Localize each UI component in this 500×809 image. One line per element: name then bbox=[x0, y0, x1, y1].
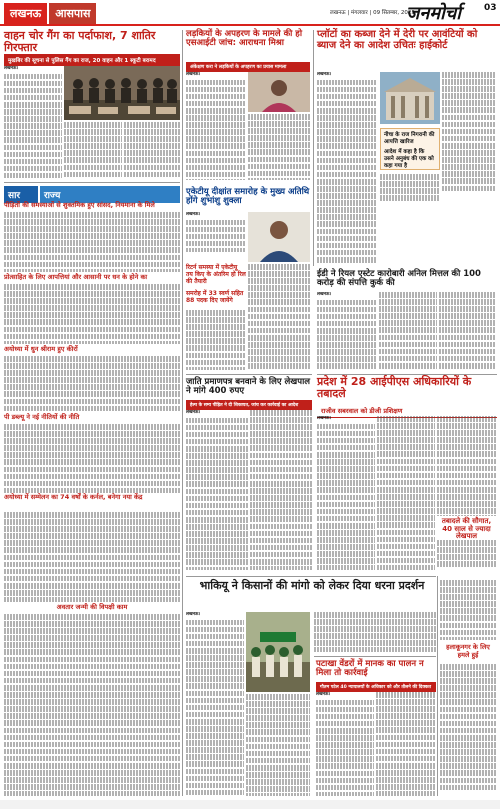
brief-1-body bbox=[4, 212, 180, 272]
highlight-item: नीचा के राज निगरानी की आपत्ति खारिज bbox=[384, 132, 435, 145]
article-3-court-photo bbox=[380, 72, 440, 124]
article-9-col-1: लखनऊ। bbox=[186, 612, 244, 796]
article-8-col-2 bbox=[377, 416, 435, 570]
article-9-col-2 bbox=[246, 694, 310, 796]
article-5-headline: एकेटीयू दीक्षांत समारोह के मुख्य अतिथि होंगे शुभांशु शुक्ला bbox=[186, 187, 310, 206]
article-5-pull-1: रिटर्न समस्या में एकेटीयू तय किए के अंतरिम हो रिल की तैयारी bbox=[186, 264, 246, 285]
article-5-col-1: लखनऊ। bbox=[186, 212, 246, 252]
brief-4-body bbox=[4, 424, 180, 494]
brief-3-headline: अयोध्या में धुन श्रीराम हुए कीरों bbox=[4, 345, 78, 353]
masthead-divider bbox=[0, 24, 500, 26]
column-rule bbox=[437, 576, 438, 796]
side-brief-2-body-top bbox=[440, 580, 496, 640]
article-7-headline: जाति प्रमाणपत्र बनवाने के लिए लेखपाल ने मांगे 400 रुपए bbox=[186, 377, 311, 396]
article-10-strap: गौतम पटेल 40 न्यायालयों के अधिकार को और तौलने की दिक्कत bbox=[316, 682, 436, 692]
article-7-col-2 bbox=[250, 410, 312, 570]
article-10-col-1: लखनऊ। bbox=[316, 692, 374, 796]
article-3-col-1: लखनऊ। bbox=[317, 72, 377, 272]
article-6-col-3 bbox=[439, 292, 496, 370]
article-1-headline: वाहन चोर गैंग का पर्दाफाश, 7 शातिर गिरफ्तार bbox=[4, 29, 156, 54]
page-number: 03 bbox=[484, 3, 497, 13]
brief-6-headline: अवतार जन्मी की विपक्षी काम bbox=[56, 603, 128, 611]
article-10-col-2 bbox=[376, 692, 436, 796]
column-rule bbox=[313, 30, 314, 266]
article-5-col-3 bbox=[248, 264, 310, 370]
article-2-col-1: लखनऊ। bbox=[186, 72, 246, 180]
issue-date: लखनऊ | मंगलवार | 09 सितम्बर, 2025 bbox=[330, 10, 415, 16]
side-brief-body bbox=[437, 540, 496, 570]
highlight-item: आदेश में कहा है कि उसने अनुबंध की एक को कहा गया है bbox=[384, 149, 434, 169]
article-6-col-2 bbox=[379, 292, 437, 370]
brief-4-headline: पी डब्ल्यू ने नई नीतियों की नीति bbox=[4, 413, 80, 421]
rajya-label: राज्य bbox=[40, 186, 180, 203]
brief-2-headline: प्रोत्साहित के लिए आपत्तियां और आसानी पर धन के होने का bbox=[4, 273, 148, 281]
article-9-col-3 bbox=[314, 612, 436, 652]
brief-3-body bbox=[4, 356, 180, 412]
brief-1-headline: पीड़ितों की समस्याओं से शुक्तमिक हुए सांसद, नियमाना के मिले bbox=[4, 201, 155, 209]
article-9-protest-photo bbox=[246, 612, 310, 692]
article-10-headline: पटाखा वेंडरों में मानक का पालन न मिला तो कार्रवाई bbox=[316, 659, 424, 678]
brief-5-body bbox=[4, 512, 180, 602]
article-2-portrait bbox=[248, 72, 310, 112]
article-1-col-1: लखनऊ। bbox=[4, 66, 62, 178]
article-3-headline: प्लॉटों का कब्जा देने में देरी पर आवंटियों को ब्याज देने का आदेश उचितः हाईकोर्ट bbox=[317, 29, 478, 51]
brief-2-body bbox=[4, 284, 180, 344]
article-6-headline: ईडी ने रियल एस्टेट कारोबारी अनिल मित्तल की 100 करोड़ की संपत्ति कुर्क की bbox=[317, 269, 481, 288]
article-5-portrait bbox=[248, 212, 310, 262]
masthead bbox=[0, 0, 500, 26]
article-8-headline: प्रदेश में 28 आईपीएस अधिकारियों के तबादले bbox=[317, 375, 472, 400]
article-9-headline: भाकियू ने किसानों की मांगो को लेकर दिया धरना प्रदर्शन bbox=[199, 579, 425, 592]
article-5-col-2 bbox=[186, 310, 246, 370]
article-2-strap: अंकेक्षण करा ने लड़कियों के अपहरण का प्रयास मामला bbox=[186, 62, 310, 72]
article-8-strap: राजीव सबरवाल को डीजी प्रशिक्षण bbox=[317, 404, 497, 418]
article-3-highlights bbox=[380, 128, 440, 170]
brief-5-headline: अयोध्या में सम्मेलन का 74 वर्षों के कर्नल, बनेगा नया केंद्र bbox=[4, 493, 143, 501]
article-1-col-2 bbox=[64, 122, 122, 178]
article-6-col-1: लखनऊ। bbox=[317, 292, 377, 370]
side-brief-headline: तबादले की सौगात, 40 साल से ज्यादा लेखपाल bbox=[441, 517, 492, 540]
section-rule bbox=[186, 576, 436, 577]
section-rule bbox=[4, 182, 180, 183]
side-brief-2-body bbox=[440, 664, 496, 790]
article-8-col-1: लखनऊ। bbox=[317, 416, 375, 570]
section-rule bbox=[186, 374, 312, 375]
article-1-photo bbox=[64, 66, 180, 120]
article-5-pull-2: समरोह में 33 स्वर्ण सहित 88 पदक दिए जायेंगे bbox=[186, 290, 244, 304]
article-7-col-1: लखनऊ। bbox=[186, 410, 248, 570]
column-rule bbox=[182, 186, 183, 796]
side-brief-2-headline: हलाकूनगर के लिए हमले हुई bbox=[446, 643, 490, 659]
section-tab-lucknow: लखनऊ bbox=[4, 3, 47, 24]
section-rule bbox=[314, 656, 436, 657]
brief-6-body bbox=[4, 614, 180, 796]
article-2-headline: लड़कियों के अपहरण के मामले की हो एसआईटी जांच: आराधना मिश्रा bbox=[186, 29, 303, 48]
article-1-strap: मुखबिर की सूचना से पुलिस गैंग का राज, 20 वाहन और 1 स्कूटी बरामद bbox=[4, 54, 180, 66]
article-1-col-3 bbox=[124, 122, 180, 178]
page-footer-strip bbox=[0, 800, 500, 809]
article-2-col-2 bbox=[248, 114, 310, 180]
newspaper-logo: जनमोर्चा bbox=[406, 3, 461, 24]
section-tab-aaspaas: आसपास bbox=[49, 3, 96, 24]
article-8-col-3 bbox=[437, 416, 496, 516]
article-7-strap: हेल्प के सम्य पीड़ित ने दी शिकायत, जांच कर कार्रवाई का आदेश bbox=[186, 400, 312, 410]
article-3-col-2 bbox=[380, 174, 440, 202]
article-3-col-3 bbox=[442, 72, 496, 202]
saar-label: सार bbox=[4, 186, 38, 203]
section-tabs bbox=[4, 3, 96, 24]
